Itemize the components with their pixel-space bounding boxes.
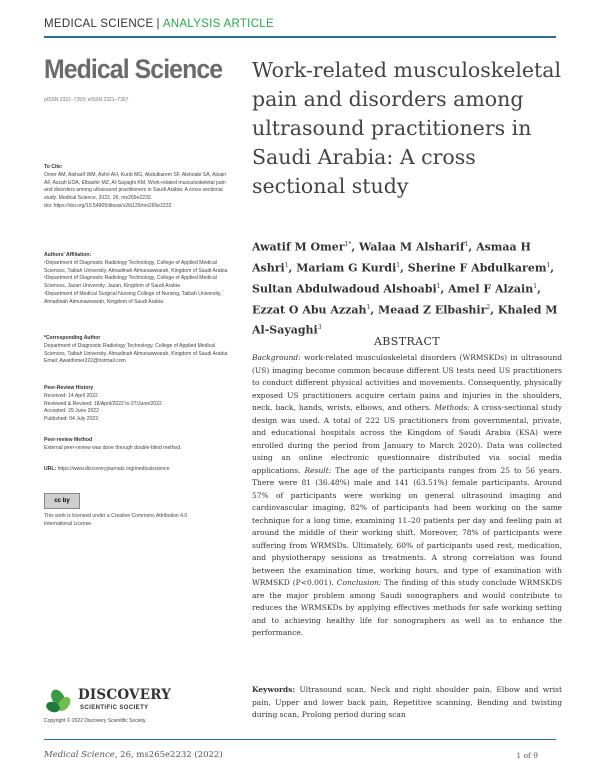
publisher-name: DISCOVERY [78, 687, 172, 703]
corresponding-email[interactable]: Email: Awatifomer222@hotmail.com [44, 358, 126, 365]
author: Sultan Abdulwadoud Alshoabi [252, 282, 437, 296]
author: Mariam G Kurdi [296, 261, 397, 275]
journal-url[interactable]: https://www.discoveryjournals.org/medicalscience [57, 466, 170, 472]
reviewed-date: Reviewed & Revised: 18/April/2022 to 27/June/2022 [44, 400, 162, 407]
article-title: Work-related musculoskeletal pain and disorders among ultrasound practitioners in Saudi Arabia: A cross sectional study [252, 58, 562, 198]
cite-heading: To Cite: [44, 164, 63, 170]
keywords [252, 684, 562, 722]
doi-link[interactable]: doi: https://doi.org/10.54905/disssi/v26i125/ms265e2232 [44, 202, 172, 209]
abstract-heading: ABSTRACT [373, 335, 441, 348]
author: Walaa M Alsharif [359, 240, 465, 254]
issn: pISSN 2321–7359; eISSN 2321–7367 [44, 97, 129, 103]
conclusion-label: Conclusion: [336, 578, 382, 587]
author: Sherine F Abdulkarem [407, 261, 547, 275]
article-type: ANALYSIS ARTICLE [162, 18, 274, 30]
received-date: Received: 14 April 2022 [44, 392, 98, 399]
result-text: The age of the participants ranges from 25 to 56 years. There were 81 (36.48%) male and 141 (63.51%) female participants. Around 57% of participants were working on general ultrasound imaging and cardiovascular imaging, 82% of participants had been working on the same technique for a long time, examining 11–20 patients per day and feeling pain at around the middle of their working shift. Moreover, 78% of participants were suffering from WRMSDs. Ultimately, 60% of participants used rest, medication, and physiotherapy sessions as treatments. A strong correlation was found between the examination time, working hours, and type of examination with WRMSKD (P<0.001). [252, 465, 562, 587]
author: Khaled M Al-Sayaghi [252, 303, 558, 338]
author: Asmaa H Ashri [252, 240, 531, 275]
url-label: URL: [44, 466, 57, 472]
method-text: External peer-review was done through double-blind method. [44, 444, 182, 451]
footer-volume: 26, ms265e2232 (2022) [120, 750, 223, 760]
author: Amel F Alzain [448, 282, 534, 296]
footer-journal: Medical Science, [44, 750, 118, 760]
cite-block [44, 164, 234, 211]
history-block [44, 385, 234, 424]
header-rule [44, 36, 556, 38]
affiliation-2: ²Department of Diagnostic Radiology Technology, College of Applied Medical Sciences, Jazan University, Jazan, Kingdom of Saudi Arabia [44, 275, 217, 290]
background-label: Background: [252, 353, 301, 362]
affiliation-3: ³Department of Medical Surgical Nursing College of Nursing, Taibah University, Almadinah Almunawwarah, Kingdom of Saudi Arabia [44, 290, 222, 305]
author: Ezzat O Abu Azzah [252, 303, 367, 317]
copyright: Copyright © 2022 Discovery Scientific Society. [44, 718, 147, 724]
journal-logo: Medical Science [44, 54, 223, 84]
method-block [44, 437, 234, 453]
footer-citation [44, 750, 223, 760]
published-date: Published: 04 July 2022 [44, 416, 99, 423]
corresponding-text: Department of Diagnostic Radiology Technology, College of Applied Medical Sciences, Taibah University, Almadinah Almunawwarah, Kingdom of Saudi Arabia [44, 342, 228, 357]
cc-license-icon[interactable]: cc by [44, 493, 80, 509]
footer-rule [44, 739, 556, 740]
conclusion-text: The finding of this study conclude WRMSKDS are the major problem among Saudi sonographers and would contribute to reduces the WRMSKDs by applying effectives methods for safe working setting and to achieving healthy life for sonographers as well as to enhance the performance. [252, 578, 563, 637]
result-label: Result: [304, 465, 332, 475]
abstract-body [252, 352, 562, 640]
corresponding-heading: *Corresponding Author [44, 335, 101, 341]
running-header [44, 18, 274, 30]
affiliation-1: ¹Department of Diagnostic Radiology Technology, College of Applied Medical Sciences, Taibah University, Almadinah Almunawwarah, Kingdom of Saudi Arabia [44, 259, 228, 274]
methods-text: A cross-sectional study design was used. A total of 222 US practitioners from governmental, private, and educational hospitals across the Kingdom of Saudi Arabia (KSA) were enrolled during the period from January to March 2020). Data was collected using an online electronic questionnaire distributed via social media applications. [252, 403, 562, 475]
background-text: work-related musculoskeletal disorders (WRMSKDs) in ultrasound (US) imaging become common because different US tests need US practitioners to conduct different physical activities and movements. Consequently, physically exposed US practitioners acquire certain pains and injuries in the shoulders, neck, back, hands, wrists, elbows, and others. [252, 353, 562, 412]
accepted-date: Accepted: 29 June 2022 [44, 408, 99, 415]
publisher-subtitle: SCIENTIFIC SOCIETY [80, 705, 149, 711]
journal-section: MEDICAL SCIENCE [44, 18, 154, 30]
methods-label: Methods: [434, 403, 471, 412]
keywords-text: Ultrasound scan, Neck and right shoulder pain, Elbow and wrist pain, Upper and lower back pain, Repetitive scanning, Bending and twisting during scan, Prolong period during scan [252, 685, 562, 719]
history-heading: Peer-Review History [44, 385, 94, 391]
corresponding-block [44, 335, 234, 366]
header-separator: | [156, 18, 160, 30]
keywords-label: Keywords: [252, 685, 296, 694]
author-list: Awatif M Omer$^{1*}$, Walaa M Alsharif$^1$, Asmaa H Ashri$^1$, Mariam G Kurdi$^1$, Sherine F Abdulkarem$^1$, Sultan Abdulwadoud Alshoabi$^1$, Amel F Alzain$^1$, Ezzat O Abu Azzah$^1$, Meaad Z Elbashir$^2$, Khaled M Al-Sayaghi$^3$ [252, 240, 558, 338]
author: Meaad Z Elbashir [378, 303, 487, 317]
author: Awatif M Omer [252, 240, 345, 254]
license-text: This work is licensed under a Creative Commons Attribution 4.0 International License. [44, 513, 188, 527]
affiliations-block [44, 252, 234, 307]
cite-text: Omer AM, Alsharif WM, Ashri AH, Kurdi MG, Abdulkarem SF, Alshoabi SA, Alzain AF, Azzah EOA, Elbashir MZ, Al-Sayaghi KM. Work-related musculoskeletal pain and disorders among ultrasound practitioners in Saudi Arabia: A cross sectional study. Medical Science, 2022, 26, ms265e2232. [44, 171, 227, 202]
discovery-logo-icon [44, 684, 74, 716]
affiliations-heading: Authors' Affiliation: [44, 252, 92, 258]
method-heading: Peer-review Method [44, 437, 93, 443]
page-number: 1 of 9 [516, 751, 538, 760]
url-block [44, 466, 234, 474]
